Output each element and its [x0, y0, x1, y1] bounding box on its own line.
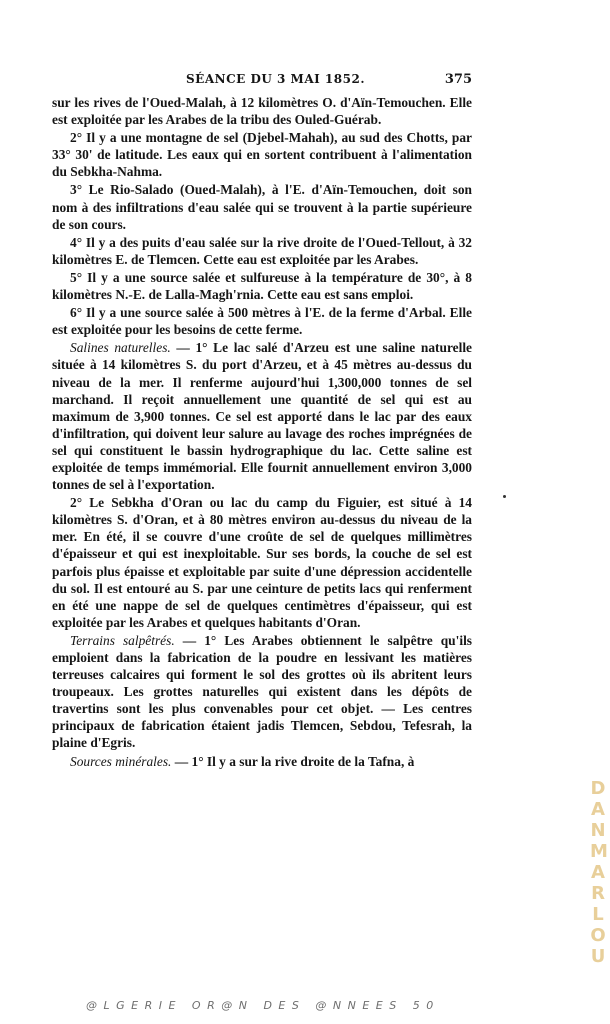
paragraph	[52, 339, 472, 493]
paragraph-text: 6° Il y a une source salée à 500 mètres à l'E. de la ferme d'Arbal. Elle est exploitée pour les besoins de cette ferme.	[52, 305, 472, 338]
paragraph	[52, 494, 472, 631]
paragraph-text: 3° Le Rio-Salado (Oued-Malah), à l'E. d'Aïn-Temouchen, doit son nom à des infiltrations d'eau salée qui se trouvent à la partie supérieure de son cours.	[52, 182, 472, 232]
paragraph-text: 2° Le Sebkha d'Oran ou lac du camp du Figuier, est situé à 14 kilomètres S. d'Oran, et à 80 mètres environ au-dessus du niveau de la mer. En été, il se couvre d'une croûte de sel de quelques millimètres d'épaisseur et qui est inexploitable. Sur ses bords, la couche de sel est parfois plus épaisse et exploitable par suite d'une dépression accidentelle du sol. Il est entouré au S. par une ceinture de petits lacs qui renferment en été une nappe de sel de quelques centimètres d'épaisseur, qui est exploitée par les Arabes et quelques habitants d'Oran.	[52, 495, 472, 630]
ink-speck	[503, 495, 506, 498]
section-run-in-heading: Terrains salpêtrés.	[70, 632, 175, 648]
paragraph	[52, 304, 472, 338]
paragraph	[52, 94, 472, 128]
body-text	[52, 94, 472, 770]
side-watermark	[588, 778, 608, 967]
paragraph-text: — 1° Les Arabes obtiennent le salpêtre qu'ils emploient dans la fabrication de la poudre en lessivant les matières terreuses calcaires qui forment le sol des grottes où ils abritent leurs troupeaux. Les grottes naturelles qui existent dans les dépôts de travertins sont les plus convenables pour cet objet. — Les centres principaux de fabrication étaient jadis Tlemcen, Sebdou, Tefesrah, la plaine d'Egris.	[52, 632, 473, 751]
paragraph-text: — 1° Le lac salé d'Arzeu est une saline naturelle située à 14 kilomètres S. du port d'Arzeu, et à 45 mètres au-dessus du niveau de la mer. Il renferme aujourd'hui 1,300,000 tonnes de sel marchand. Il reçoit annuellement une quantité de sel qui est au maximum de 3,900 tonnes. Ce sel est apporté dans le lac par des eaux d'infiltration, qui doivent leur salure au lavage des roches imprégnées de sel qui constituent le bassin hydrographique du lac. Cette saline est exploitée de temps immémorial. Elle fournit annuellement environ 3,000 tonnes de sel à l'exportation.	[52, 340, 472, 493]
paragraph	[52, 181, 472, 232]
page-header	[52, 70, 472, 90]
paragraph-text: 4° Il y a des puits d'eau salée sur la rive droite de l'Oued-Tellout, à 32 kilomètres E. de Tlemcen. Cette eau est exploitée par les Arabes.	[52, 234, 472, 267]
running-title: SÉANCE DU 3 MAI 1852.	[186, 72, 366, 86]
paragraph	[52, 632, 472, 752]
watermark-text: DANMARLOU	[590, 778, 608, 967]
footer-watermark: @LGERIE OR@N DES @NNEES 50	[86, 999, 440, 1012]
paragraph-text: sur les rives de l'Oued-Malah, à 12 kilomètres O. d'Aïn-Temouchen. Elle est exploitée par les Arabes de la tribu des Ouled-Guérab.	[52, 95, 472, 128]
paragraph-text: 5° Il y a une source salée et sulfureuse à la température de 30°, à 8 kilomètres N.-E. de Lalla-Magh'rnia. Cette eau est sans emploi.	[52, 269, 472, 303]
paragraph	[52, 234, 472, 268]
paragraph	[52, 753, 472, 770]
paragraph-text: — 1° Il y a sur la rive droite de la Tafna, à	[171, 753, 415, 769]
section-run-in-heading: Salines naturelles.	[70, 340, 171, 356]
paragraph	[52, 129, 472, 180]
page-number: 375	[444, 72, 472, 87]
paragraph-text: 2° Il y a une montagne de sel (Djebel-Mahah), au sud des Chotts, par 33° 30' de latitude. Les eaux qui en sortent contribuent à l'alimentation du Sebkha-Nahma.	[52, 130, 472, 180]
paragraph	[52, 269, 472, 303]
section-run-in-heading: Sources minérales.	[70, 753, 172, 769]
